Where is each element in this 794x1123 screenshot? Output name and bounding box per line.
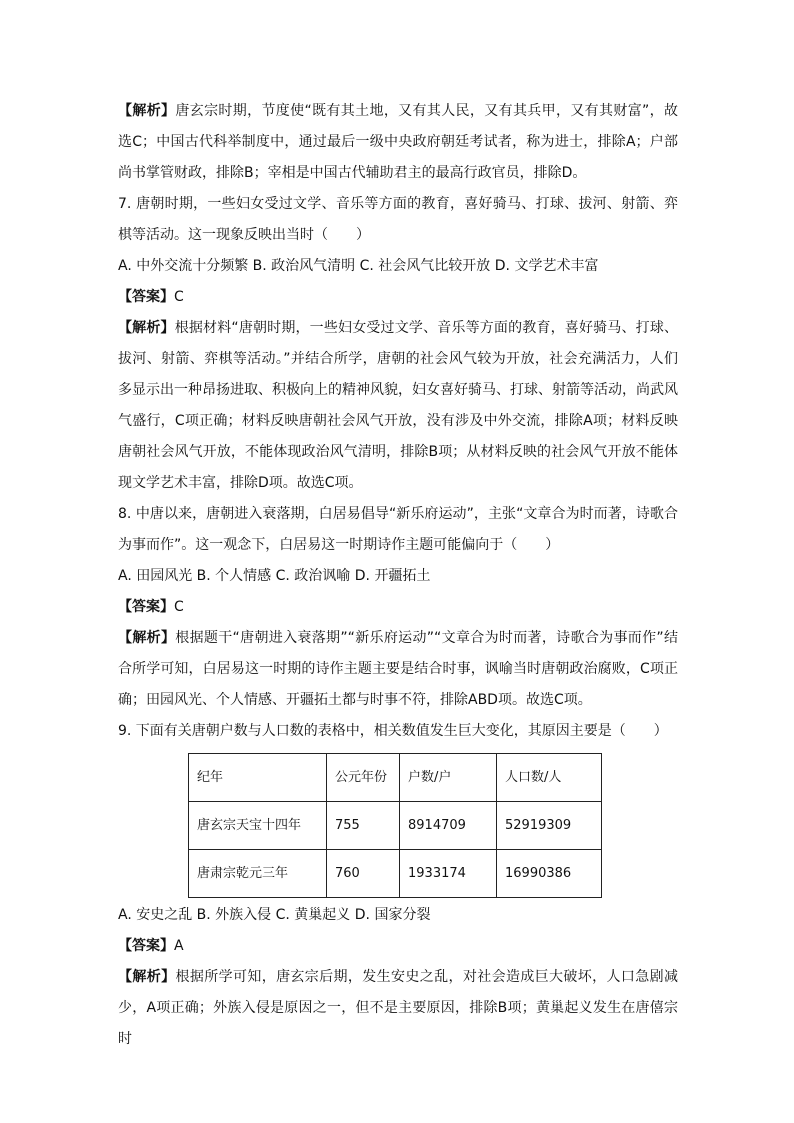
q6-analysis <box>118 96 678 189</box>
table-cell: 8914709 <box>400 802 497 850</box>
q7-analysis <box>118 313 678 499</box>
q7-stem: 7. 唐朝时期，一些妇女受过文学、音乐等方面的教育，喜好骑马、打球、拔河、射箭、弈棋等活动。这一现象反映出当时（ ） <box>118 196 678 243</box>
q8-analysis-text: 根据题干“唐朝进入衰落期”“新乐府运动”“文章合为时而著，诗歌合为事而作”结合所学可知，白居易这一时期的诗作主题主要是结合时事，讽喻当时唐朝政治腐败，C项正确；田园风光、个人情感、开疆拓土都与时事不符，排除ABD项。故选C项。 <box>118 630 679 708</box>
population-table <box>188 753 602 898</box>
table-cell: 唐肃宗乾元三年 <box>189 850 327 898</box>
q9-answer-value: A <box>174 938 184 954</box>
q6-analysis-text: 唐玄宗时期，节度使“既有其土地，又有其人民，又有其兵甲，又有其财富”，故选C；中国古代科举制度中，通过最后一级中央政府朝廷考试者，称为进士，排除A；户部尚书掌管财政，排除B；宰相是中国古代辅助君主的最高行政官员，排除D。 <box>118 103 678 181</box>
table-cell: 16990386 <box>497 850 602 898</box>
analysis-tag: 【解析】 <box>118 969 176 985</box>
document-page <box>118 96 678 1055</box>
answer-tag: 【答案】 <box>118 938 174 954</box>
q8-answer <box>118 592 678 623</box>
table-row <box>189 802 602 850</box>
q9-answer <box>118 931 678 962</box>
q7-answer-value: C <box>174 289 184 305</box>
q8-stem: 8. 中唐以来，唐朝进入衰落期，白居易倡导“新乐府运动”，主张“文章合为时而著，诗歌合为事而作”。这一观念下，白居易这一时期诗作主题可能偏向于（ ） <box>118 506 678 553</box>
table-cell: 唐玄宗天宝十四年 <box>189 802 327 850</box>
table-header-cell: 公元年份 <box>327 754 400 802</box>
analysis-tag: 【解析】 <box>118 630 176 646</box>
q8-options: A. 田园风光 B. 个人情感 C. 政治讽喻 D. 开疆拓土 <box>118 568 431 584</box>
q9-analysis-text: 根据所学可知，唐玄宗后期，发生安史之乱，对社会造成巨大破坏，人口急剧减少，A项正确；外族入侵是原因之一，但不是主要原因，排除B项；黄巢起义发生在唐僖宗时 <box>118 969 679 1047</box>
analysis-tag: 【解析】 <box>118 103 176 119</box>
table-cell: 52919309 <box>497 802 602 850</box>
table-cell: 755 <box>327 802 400 850</box>
q7-answer <box>118 282 678 313</box>
table-header-row <box>189 754 602 802</box>
q7-options: A. 中外交流十分频繁 B. 政治风气清明 C. 社会风气比较开放 D. 文学艺术丰富 <box>118 258 599 274</box>
q9-analysis <box>118 962 678 1055</box>
table-cell: 760 <box>327 850 400 898</box>
q8-answer-value: C <box>174 599 184 615</box>
q9-stem: 9. 下面有关唐朝户数与人口数的表格中，相关数值发生巨大变化，其原因主要是（ ） <box>118 723 668 739</box>
analysis-tag: 【解析】 <box>118 320 175 336</box>
table-header-cell: 人口数/人 <box>497 754 602 802</box>
q9-options: A. 安史之乱 B. 外族入侵 C. 黄巢起义 D. 国家分裂 <box>118 907 431 923</box>
table-row <box>189 850 602 898</box>
q8-analysis <box>118 623 678 716</box>
table-header-cell: 纪年 <box>189 754 327 802</box>
answer-tag: 【答案】 <box>118 289 174 305</box>
table-cell: 1933174 <box>400 850 497 898</box>
table-header-cell: 户数/户 <box>400 754 497 802</box>
q7-analysis-text: 根据材料“唐朝时期，一些妇女受过文学、音乐等方面的教育，喜好骑马、打球、拔河、射箭、弈棋等活动。”并结合所学，唐朝的社会风气较为开放，社会充满活力，人们多显示出一种昂扬进取、积极向上的精神风貌，妇女喜好骑马、打球、射箭等活动，尚武风气盛行，C项正确；材料反映唐朝社会风气开放，没有涉及中外交流，排除A项；材料反映唐朝社会风气开放，不能体现政治风气清明，排除B项；从材料反映的社会风气开放不能体现文学艺术丰富，排除D项。故选C项。 <box>118 320 678 491</box>
answer-tag: 【答案】 <box>118 599 174 615</box>
